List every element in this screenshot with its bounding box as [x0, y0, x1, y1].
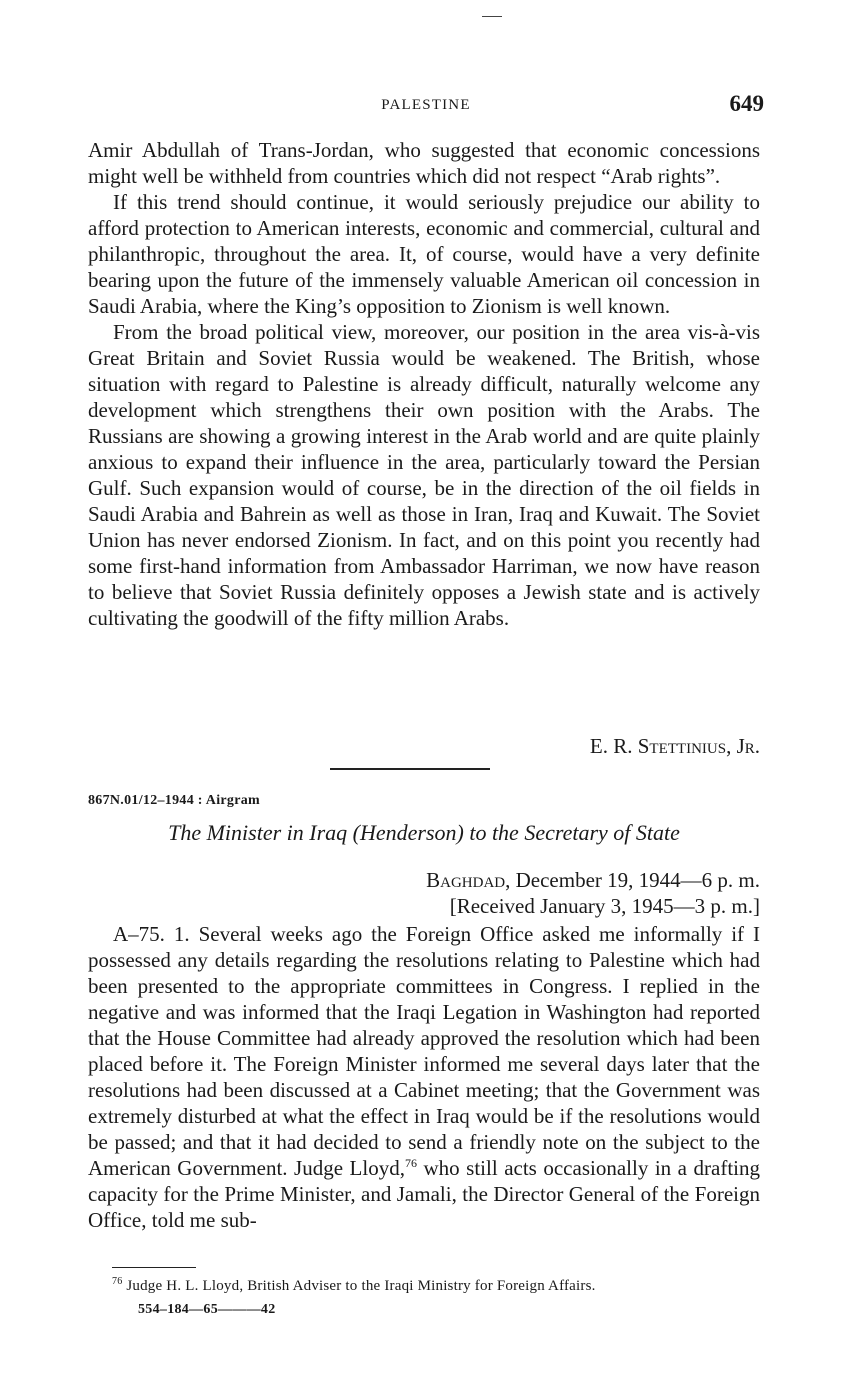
- signature: E. R. Stettinius, Jr.: [589, 734, 760, 758]
- dateline: [426, 867, 760, 893]
- footnote: [112, 1276, 762, 1295]
- letter-paragraph: If this trend should continue, it would seriously prejudice our ability to afford protection to American interests, economic and commercial, cultural and philanthropic, throughout the area. It, of course, would have a very definite bearing upon the future of the immensely valuable American oil concession in Saudi Arabia, where the King’s opposition to Zionism is well known.: [88, 190, 760, 318]
- print-line: 554–184—65———42: [138, 1302, 276, 1317]
- body-paragraph: [88, 921, 760, 1233]
- body-text-part1: A–75. 1. Several weeks ago the Foreign Office asked me informally if I possessed any details regarding the resolutions relating to Palestine which had been presented to the appropriate committees in Congress. I replied in the negative and was informed that the Iraqi Legation in Washington had reported that the House Committee had already approved the resolution which had been placed before it. The Foreign Minister informed me several days later that the resolutions had been discussed at a Cabinet meeting; that the Government was extremely disturbed at what the effect in Iraq would be if the resolutions would be passed; and that it had decided to send a friendly note on the subject to the American Government. Judge Lloyd,: [88, 922, 760, 1180]
- footnote-text: Judge H. L. Lloyd, British Adviser to the Iraqi Ministry for Foreign Affairs.: [122, 1278, 596, 1294]
- header-title: PALESTINE: [381, 97, 471, 113]
- footnote-marker: 76: [112, 1276, 123, 1287]
- file-reference: 867N.01/12–1944 : Airgram: [88, 793, 260, 808]
- running-header: [88, 93, 764, 121]
- top-mark: [482, 16, 502, 17]
- footnote-rule: [112, 1267, 196, 1268]
- footnote-reference: 76: [404, 1156, 417, 1170]
- letter-paragraph: Amir Abdullah of Trans-Jordan, who suggested that economic concessions might well be withheld from countries which did not respect “Arab rights”.: [88, 138, 760, 188]
- dateline-date: , December 19, 1944—6 p. m.: [505, 868, 760, 892]
- letter-paragraph: From the broad political view, moreover, our position in the area vis-à-vis Great Britain and Soviet Russia would be weakened. The British, whose situation with regard to Palestine is already difficult, naturally welcome any development which strengthens their own position with the Arabs. The Russians are showing a growing interest in the Arab world and are quite plainly anxious to expand their influence in the area, particularly toward the Persian Gulf. Such expansion would of course, be in the direction of the oil fields in Saudi Arabia and Bahrein as well as those in Iran, Iraq and Kuwait. The Soviet Union has never endorsed Zionism. In fact, and on this point you recently had some first-hand information from Ambassador Harriman, we now have reason to believe that Soviet Russia definitely opposes a Jewish state and is actively cultivating the goodwill of the fifty million Arabs.: [88, 320, 760, 630]
- document-body: [88, 921, 760, 1233]
- section-divider: [330, 768, 490, 770]
- page-number: 649: [729, 91, 764, 116]
- document-title: The Minister in Iraq (Henderson) to the Secretary of State: [168, 820, 680, 845]
- letter-body: [88, 137, 760, 631]
- received-line: [Received January 3, 1945—3 p. m.]: [449, 894, 760, 918]
- dateline-place: Baghdad: [426, 868, 506, 892]
- body-text-part2: who still acts occasionally in a drafting capacity for the Prime Minister, and Jamali, the Director General of the Foreign Office, told me sub-: [88, 1156, 760, 1232]
